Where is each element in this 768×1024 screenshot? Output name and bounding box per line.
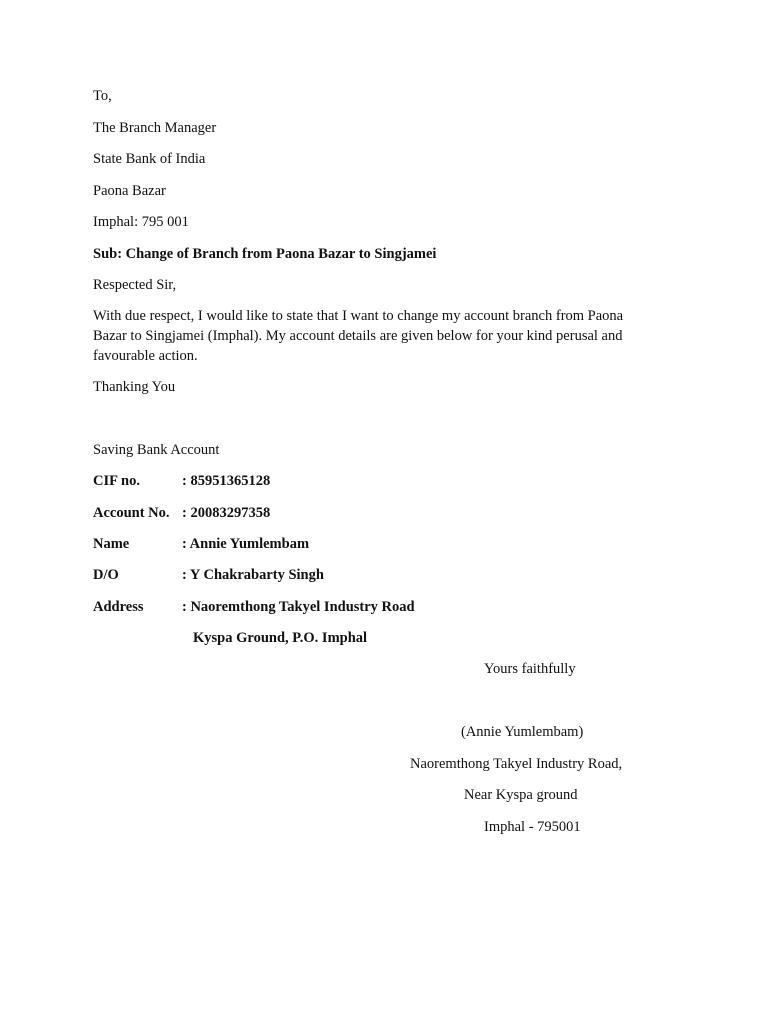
detail-label: Name (93, 536, 130, 552)
body-paragraph (93, 306, 673, 366)
recipient-city: Imphal: 795 001 (93, 214, 189, 230)
body-line: favourable action. (93, 348, 198, 364)
detail-value: : 20083297358 (182, 505, 271, 521)
signature-name: (Annie Yumlembam) (461, 724, 584, 740)
body-line: Bazar to Singjamei (Imphal). My account details are given below for your kind perusal and (93, 328, 623, 344)
subject-line: Sub: Change of Branch from Paona Bazar to Singjamei (93, 246, 437, 262)
detail-label: D/O (93, 567, 119, 583)
detail-value: : Naoremthong Takyel Industry Road (182, 599, 415, 615)
detail-value: : Y Chakrabarty Singh (182, 567, 324, 583)
account-type: Saving Bank Account (93, 442, 220, 458)
detail-row-name (93, 534, 309, 554)
salutation: Respected Sir, (93, 277, 177, 293)
detail-row-cif (93, 471, 270, 491)
detail-label: CIF no. (93, 473, 140, 489)
recipient-bank: State Bank of India (93, 151, 206, 167)
to-line: To, (93, 88, 112, 104)
body-line: With due respect, I would like to state that I want to change my account branch from Paona (93, 308, 624, 324)
detail-label: Account No. (93, 505, 170, 521)
thanks-line: Thanking You (93, 379, 176, 395)
detail-value: : Annie Yumlembam (182, 536, 310, 552)
signature-address-3: Imphal - 795001 (484, 819, 581, 835)
detail-value: : 85951365128 (182, 473, 271, 489)
address-continuation: Kyspa Ground, P.O. Imphal (193, 630, 368, 646)
detail-label: Address (93, 599, 144, 615)
closing-line: Yours faithfully (484, 661, 576, 677)
detail-row-address (93, 597, 415, 617)
detail-row-do (93, 565, 324, 585)
detail-row-account (93, 503, 270, 523)
recipient-branch: Paona Bazar (93, 183, 166, 199)
signature-address-2: Near Kyspa ground (464, 787, 578, 803)
signature-address-1: Naoremthong Takyel Industry Road, (410, 756, 623, 772)
recipient-title: The Branch Manager (93, 120, 217, 136)
